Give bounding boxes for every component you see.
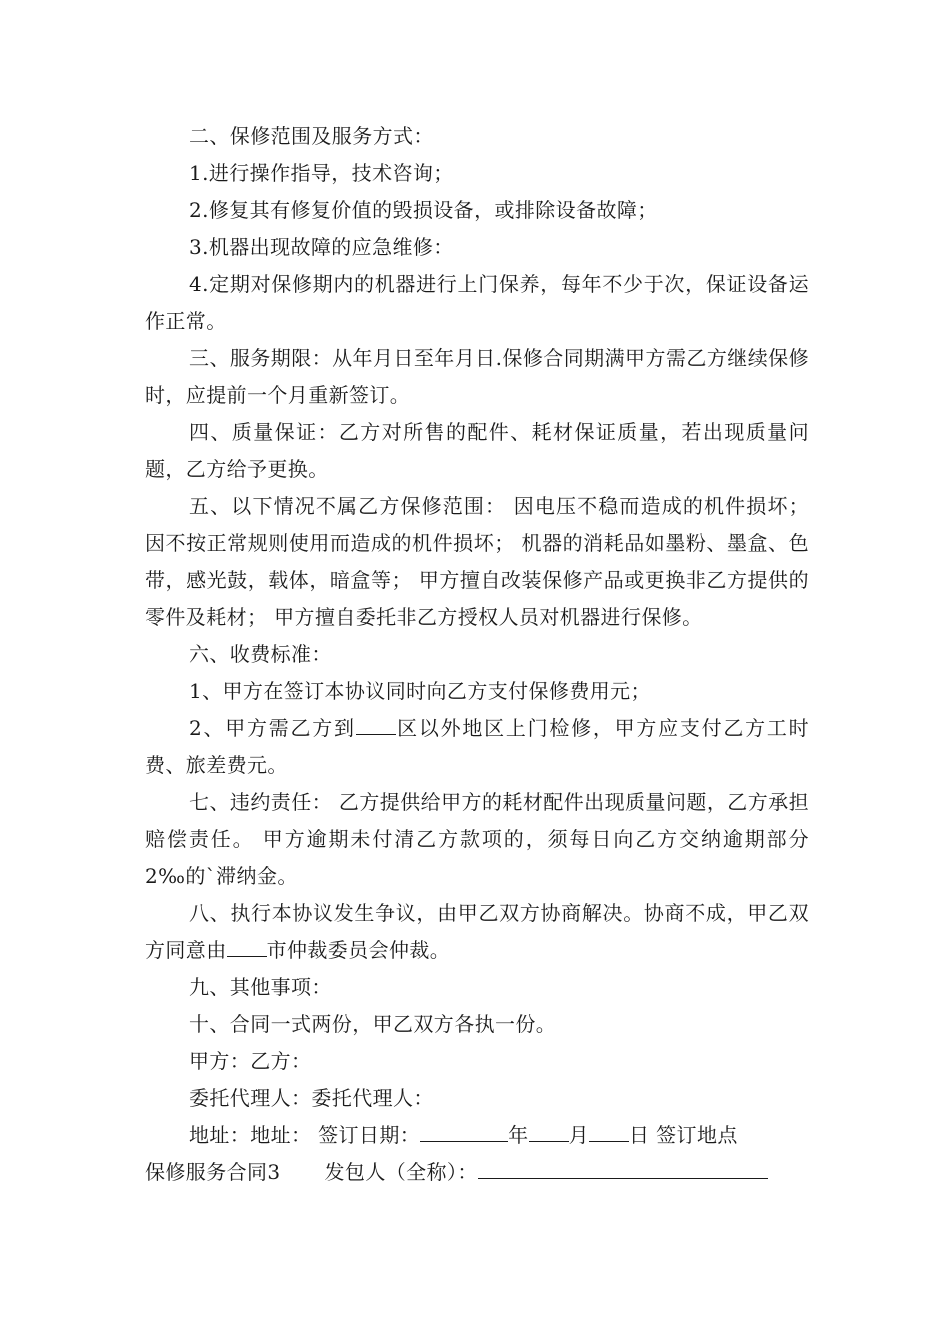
fee-text-b: 区以外地区上门检修，甲方应支付乙方工时费、旅差费元。	[145, 716, 809, 777]
section-10-copies: 十、合同一式两份，甲乙双方各执一份。	[189, 1012, 557, 1036]
section-7-breach: 七、违约责任： 乙方提供给甲方的耗材配件出现质量问题，乙方承担赔偿责任。 甲方逾期未付清乙方款项的，须每日向乙方交纳逾期部分 2‰的`滞纳金。	[145, 790, 809, 888]
dispute-text-a: 八、执行本协议发生争议，由甲乙双方协商解决。协商不成，甲乙双方同意由	[145, 901, 809, 962]
address-date-line	[145, 1117, 809, 1154]
section-2-item-4: 4.定期对保修期内的机器进行上门保养，每年不少于次，保证设备运作正常。	[145, 272, 809, 333]
section-8-dispute	[145, 895, 809, 969]
section-2-item-3: 3.机器出现故障的应急维修：	[189, 235, 454, 259]
next-contract-title: 保修服务合同3	[145, 1160, 281, 1184]
day-place-label: 日 签订地点	[628, 1123, 738, 1147]
contractor-name-blank	[478, 1156, 768, 1179]
section-2-item-1: 1.进行操作指导，技术咨询；	[189, 161, 454, 185]
parties-line: 甲方：乙方：	[189, 1049, 312, 1073]
sign-day-blank	[589, 1119, 629, 1142]
contractor-label: 发包人（全称）：	[324, 1160, 478, 1184]
contract-body	[145, 118, 809, 1191]
section-2-item-2: 2.修复其有修复价值的毁损设备，或排除设备故障；	[189, 198, 658, 222]
year-label: 年	[508, 1123, 529, 1147]
next-contract-line	[145, 1154, 809, 1191]
section-6-item-1: 1、甲方在签订本协议同时向乙方支付保修费用元；	[189, 679, 651, 703]
fee-text-a: 2、甲方需乙方到	[189, 716, 356, 740]
sign-year-blank	[420, 1119, 508, 1142]
section-2-heading: 二、保修范围及服务方式：	[189, 124, 434, 148]
district-blank	[356, 712, 396, 735]
month-label: 月	[568, 1123, 589, 1147]
section-6-item-2	[145, 710, 809, 784]
section-4-quality: 四、质量保证：乙方对所售的配件、耗材保证质量，若出现质量问题，乙方给予更换。	[145, 420, 809, 481]
city-blank	[227, 934, 267, 957]
sign-month-blank	[529, 1119, 569, 1142]
section-3-service-term: 三、服务期限：从年月日至年月日.保修合同期满甲方需乙方继续保修时，应提前一个月重新签订。	[145, 346, 809, 407]
section-6-heading: 六、收费标准：	[189, 642, 332, 666]
dispute-text-b: 市仲裁委员会仲裁。	[266, 938, 451, 962]
agents-line: 委托代理人：委托代理人：	[189, 1086, 434, 1110]
section-9-other: 九、其他事项：	[189, 975, 332, 999]
section-5-exclusions: 五、以下情况不属乙方保修范围： 因电压不稳而造成的机件损坏； 因不按正常规则使用而造成的机件损坏； 机器的消耗品如墨粉、墨盒、色带，感光鼓，载体，暗盒等； 甲方擅自改装保修产品或更换非乙方提供的零件及耗材； 甲方擅自委托非乙方授权人员对机器进行保修。	[145, 494, 809, 629]
address-label: 地址：地址： 签订日期：	[189, 1123, 421, 1147]
